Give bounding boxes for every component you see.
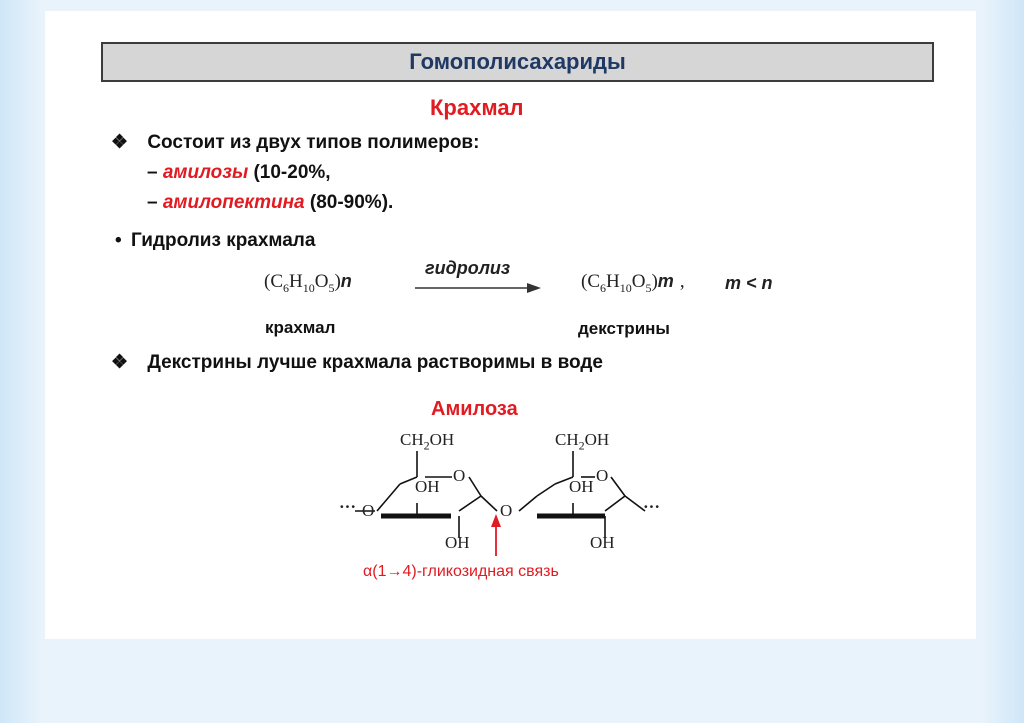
left-o: O	[362, 501, 375, 520]
ring2-oh-mid: OH	[569, 477, 594, 496]
ring2-oh-bottom: OH	[590, 533, 615, 552]
comma: ,	[679, 271, 685, 292]
ring1-ch2oh: $CH_2OH$	[400, 430, 455, 453]
diamond-bullet-icon: ❖	[111, 352, 129, 373]
dextrins-label: декстрины	[578, 319, 670, 338]
ring2-o: O	[596, 466, 609, 485]
dash: –	[147, 192, 163, 213]
amylose-percent: (10-20%,	[248, 162, 331, 183]
left-dots: ···	[339, 497, 357, 516]
starch-label: крахмал	[265, 318, 336, 337]
amylose-structure	[45, 11, 976, 639]
right-formula-index: m	[657, 271, 674, 291]
left-formula-text: $(C_6H_{10}O_5)$	[264, 271, 341, 295]
ring1-o: O	[453, 466, 466, 485]
subtitle-starch: Крахмал	[430, 95, 524, 120]
dot-bullet-icon: •	[115, 230, 122, 251]
condition-text: m < n	[725, 273, 773, 293]
amylose-term: амилозы	[162, 162, 249, 183]
glycosidic-bond-label: α(1→4)-гликозидная связь	[363, 563, 559, 580]
ring2-ch2oh: $CH_2OH$	[555, 430, 610, 453]
dash: –	[147, 162, 163, 183]
bridge-o: O	[500, 501, 513, 520]
amylopectin-percent: (80-90%).	[304, 192, 394, 213]
arrow-label: гидролиз	[425, 258, 511, 278]
page-title: Гомополисахариды	[101, 42, 934, 82]
left-formula-index: n	[340, 271, 352, 291]
ring1-oh-bottom: OH	[445, 533, 470, 552]
right-formula-text: $(C_6H_{10}O_5)$	[581, 271, 658, 295]
ring1-oh-mid: OH	[415, 477, 440, 496]
right-dots: ···	[643, 497, 661, 516]
amylose-heading: Амилоза	[431, 398, 518, 420]
amylopectin-term: амилопектина	[162, 192, 305, 213]
bullet-1-text: Состоит из двух типов полимеров:	[147, 132, 480, 153]
bullet-2-text: Гидролиз крахмала	[130, 230, 316, 251]
diamond-bullet-icon: ❖	[111, 132, 129, 153]
bullet-3-text: Декстрины лучше крахмала растворимы в воде	[147, 352, 603, 373]
slide	[45, 11, 976, 639]
